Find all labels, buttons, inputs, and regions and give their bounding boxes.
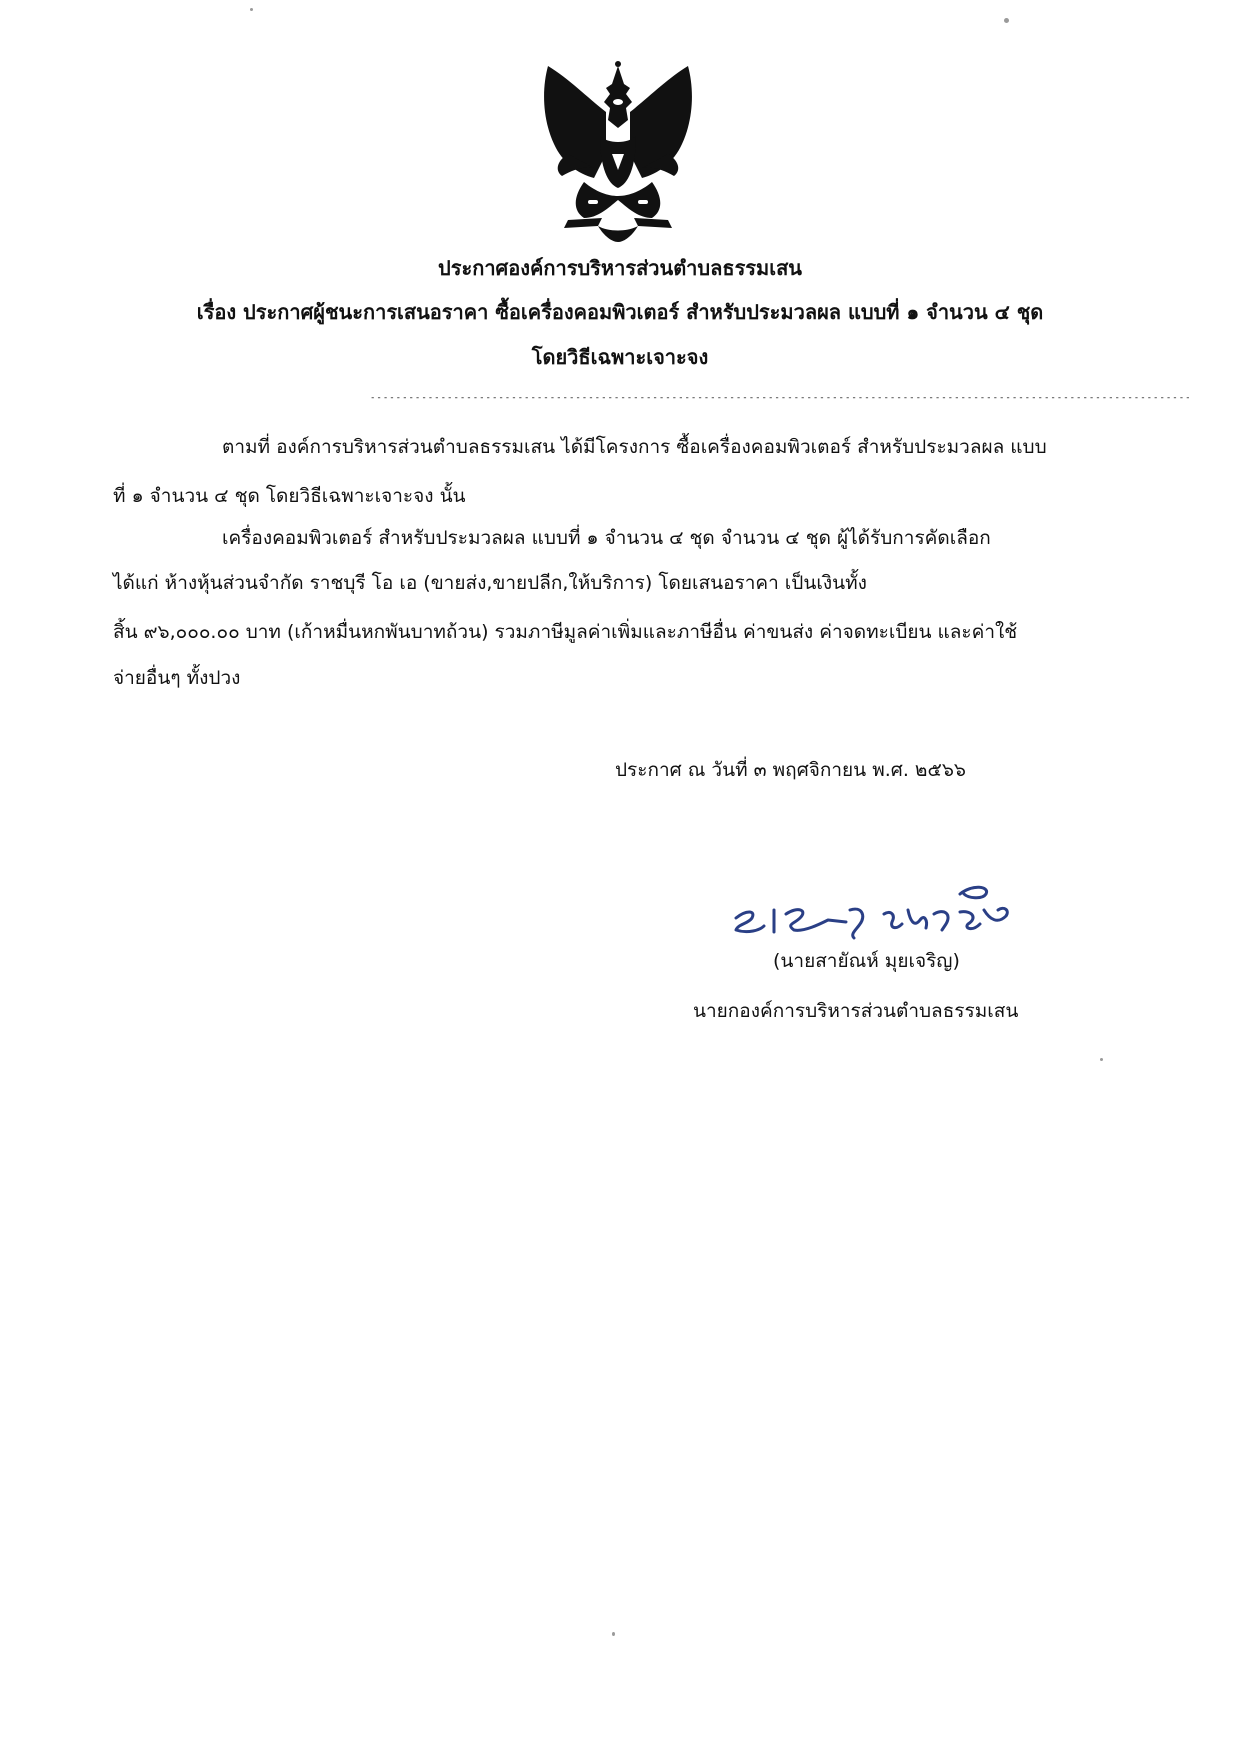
announcement-title: ประกาศองค์การบริหารส่วนตำบลธรรมเสน [438,256,802,280]
signer-name: (นายสายัณห์ มุยเจริญ) [773,950,960,972]
handwritten-signature [728,880,1028,940]
scan-speck [1100,1058,1103,1061]
paragraph-1-line-1: ตามที่ องค์การบริหารส่วนตำบลธรรมเสน ได้มีโครงการ ซื้อเครื่องคอมพิวเตอร์ สำหรับประมวลผล แบบ [222,436,1047,458]
announcement-date: ประกาศ ณ วันที่ ๓ พฤศจิกายน พ.ศ. ๒๕๖๖ [615,759,966,781]
paragraph-1-line-2: ที่ ๑ จำนวน ๔ ชุด โดยวิธีเฉพาะเจาะจง นั้น [113,485,466,507]
divider-line: -------------------------------------------------------------------------------------------------------------------------------- [370,393,1192,403]
signer-title: นายกองค์การบริหารส่วนตำบลธรรมเสน [693,1000,1019,1022]
announcement-method: โดยวิธีเฉพาะเจาะจง [531,345,709,369]
paragraph-2-line-1: เครื่องคอมพิวเตอร์ สำหรับประมวลผล แบบที่ ๑ จำนวน ๔ ชุด จำนวน ๔ ชุด ผู้ได้รับการคัดเลือก [222,527,991,549]
scan-speck [1004,18,1009,23]
scan-speck [612,1632,615,1636]
paragraph-2-line-2: ได้แก่ ห้างหุ้นส่วนจำกัด ราชบุรี โอ เอ (ขายส่ง,ขายปลีก,ให้บริการ) โดยเสนอราคา เป็นเงินทั้ง [113,572,867,594]
paragraph-2-line-3: สิ้น ๙๖,๐๐๐.๐๐ บาท (เก้าหมื่นหกพันบาทถ้วน) รวมภาษีมูลค่าเพิ่มและภาษีอื่น ค่าขนส่ง ค่าจดทะเบียน และค่าใช้ [113,621,1018,643]
announcement-subject: เรื่อง ประกาศผู้ชนะการเสนอราคา ซื้อเครื่องคอมพิวเตอร์ สำหรับประมวลผล แบบที่ ๑ จำนวน ๔ ชุด [196,300,1044,324]
garuda-emblem-icon [528,58,708,243]
scan-speck [250,8,253,11]
paragraph-2-line-4: จ่ายอื่นๆ ทั้งปวง [113,667,241,689]
